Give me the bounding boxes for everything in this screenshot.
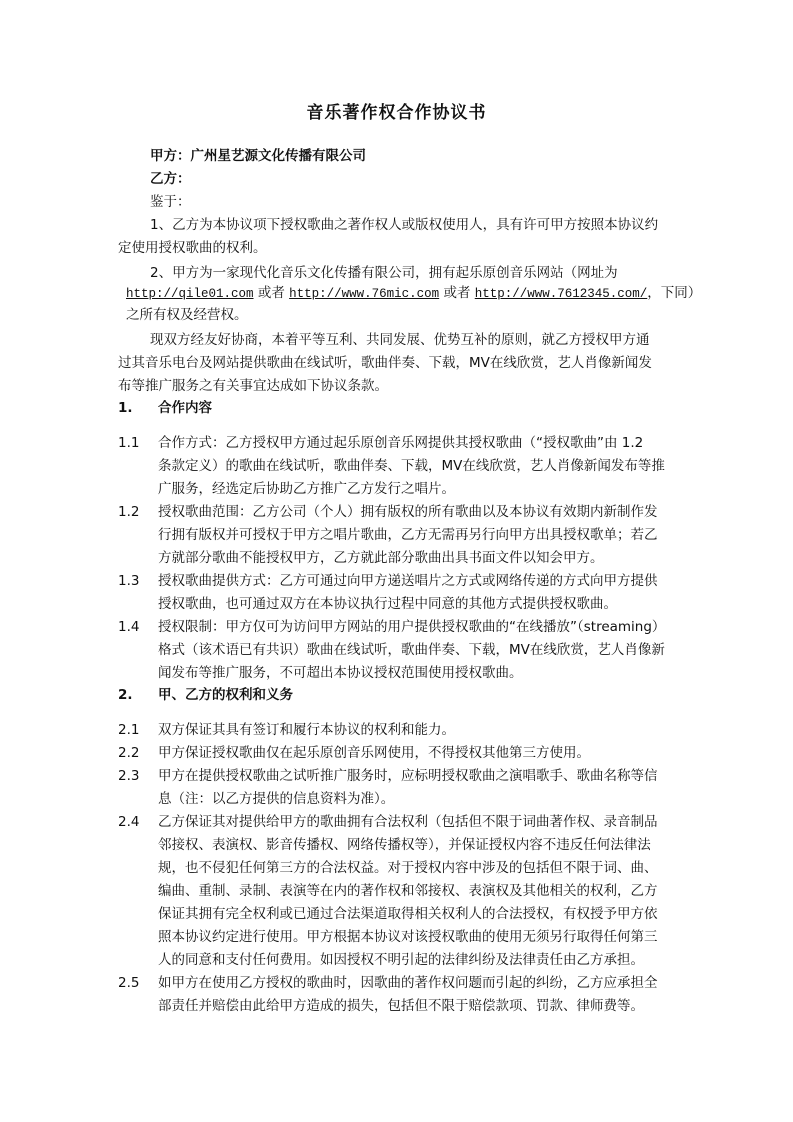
recital-2-line-1: 2、甲方为一家现代化音乐文化传播有限公司，拥有起乐原创音乐网站（网址为 bbox=[150, 265, 618, 281]
clause-1-4-line-1: 授权限制：甲方仅可为访问甲方网站的用户提供授权歌曲的“在线播放”（streaming） bbox=[158, 619, 666, 635]
clause-2-5-line-1: 如甲方在使用乙方授权的歌曲时，因歌曲的著作权问题而引起的纠纷，乙方应承担全 bbox=[158, 975, 658, 991]
clause-number: 2.3 bbox=[118, 768, 140, 784]
clause-1-1-line-1: 合作方式：乙方授权甲方通过起乐原创音乐网提供其授权歌曲（“授权歌曲”由 1.2 bbox=[158, 435, 644, 451]
clause-number: 1.4 bbox=[118, 619, 140, 635]
clause-1-4-line-2: 格式（该术语已有共识）歌曲在线试听，歌曲伴奏、下载，MV在线欣赏，艺人肖像新 bbox=[158, 642, 665, 658]
clause-2-5-line-2: 部责任并赔偿由此给甲方造成的损失，包括但不限于赔偿款项、罚款、律师费等。 bbox=[158, 998, 644, 1014]
clause-2-2-line-1: 甲方保证授权歌曲仅在起乐原创音乐网使用，不得授权其他第三方使用。 bbox=[158, 745, 590, 761]
intro-line-3: 布等推广服务之有关事宜达成如下协议条款。 bbox=[118, 378, 388, 394]
clause-number: 1.1 bbox=[118, 435, 140, 451]
clause-2-4-line-6: 照本协议约定进行使用。甲方根据本协议对该授权歌曲的使用无须另行取得任何第三 bbox=[158, 929, 658, 945]
or-text-1: 或者 bbox=[253, 285, 290, 301]
clause-2-4-line-2: 邻接权、表演权、影音传播权、网络传播权等），并保证授权内容不违反任何法律法 bbox=[158, 837, 651, 853]
clause-1-1-line-2: 条款定义）的歌曲在线试听，歌曲伴奏、下载，MV在线欣赏，艺人肖像新闻发布等推 bbox=[158, 458, 665, 474]
clause-2-3-line-2: 息（注：以乙方提供的信息资料为准）。 bbox=[158, 791, 395, 807]
recital-2-line-2 bbox=[126, 283, 701, 304]
section-2-title: 甲、乙方的权利和义务 bbox=[158, 687, 293, 703]
party-a: 甲方：广州星艺源文化传播有限公司 bbox=[150, 148, 366, 164]
clause-1-4-line-3: 闻发布等推广服务，不可超出本协议授权范围使用授权歌曲。 bbox=[158, 665, 523, 681]
clause-number: 2.2 bbox=[118, 745, 140, 761]
clause-number: 2.1 bbox=[118, 722, 140, 738]
intro-line-2: 过其音乐电台及网站提供歌曲在线试听，歌曲伴奏、下载，MV在线欣赏，艺人肖像新闻发 bbox=[118, 355, 652, 371]
clause-number: 2.5 bbox=[118, 975, 140, 991]
clause-2-4-line-4: 编曲、重制、录制、表演等在内的著作权和邻接权、表演权及其他相关的权利，乙方 bbox=[158, 883, 658, 899]
or-text-2: 或者 bbox=[439, 285, 475, 301]
clause-2-1-line-1: 双方保证其具有签订和履行本协议的权利和能力。 bbox=[158, 722, 455, 738]
website-link-7612345[interactable]: http://www.7612345.com/ bbox=[474, 287, 648, 301]
recital-1-line-2: 定使用授权歌曲的权利。 bbox=[118, 240, 267, 256]
document-title: 音乐著作权合作协议书 bbox=[306, 103, 487, 123]
section-2-number: 2. bbox=[118, 687, 133, 703]
section-1-number: 1. bbox=[118, 400, 133, 416]
clause-2-4-line-1: 乙方保证其对提供给甲方的歌曲拥有合法权利（包括但不限于词曲著作权、录音制品 bbox=[158, 814, 658, 830]
clause-2-4-line-3: 规，也不侵犯任何第三方的合法权益。对于授权内容中涉及的包括但不限于词、曲、 bbox=[158, 860, 658, 876]
section-1-title: 合作内容 bbox=[158, 400, 212, 416]
clause-1-3-line-1: 授权歌曲提供方式：乙方可通过向甲方递送唱片之方式或网络传递的方式向甲方提供 bbox=[158, 573, 658, 589]
clause-1-2-line-3: 方就部分歌曲不能授权甲方，乙方就此部分歌曲出具书面文件以知会甲方。 bbox=[158, 550, 604, 566]
clause-1-2-line-1: 授权歌曲范围：乙方公司（个人）拥有版权的所有歌曲以及本协议有效期内新制作发 bbox=[158, 504, 658, 520]
clause-2-4-line-5: 保证其拥有完全权利或已通过合法渠道取得相关权利人的合法授权，有权授予甲方依 bbox=[158, 906, 658, 922]
intro-line-1: 现双方经友好协商，本着平等互利、共同发展、优势互补的原则，就乙方授权甲方通 bbox=[150, 332, 650, 348]
clause-number: 1.3 bbox=[118, 573, 140, 589]
clause-2-3-line-1: 甲方在提供授权歌曲之试听推广服务时，应标明授权歌曲之演唱歌手、歌曲名称等信 bbox=[158, 768, 658, 784]
recital-2-line-3: 之所有权及经营权。 bbox=[126, 307, 248, 323]
clause-1-3-line-2: 授权歌曲，也可通过双方在本协议执行过程中同意的其他方式提供授权歌曲。 bbox=[158, 596, 617, 612]
clause-number: 2.4 bbox=[118, 814, 140, 830]
website-link-76mic[interactable]: http://www.76mic.com bbox=[289, 287, 440, 301]
recital-2-tail: ，下同） bbox=[647, 285, 702, 301]
clause-number: 1.2 bbox=[118, 504, 140, 520]
website-link-qile01[interactable]: http://qile01.com bbox=[126, 287, 254, 301]
whereas-label: 鉴于： bbox=[150, 194, 191, 210]
recital-1-line-1: 1、乙方为本协议项下授权歌曲之著作权人或版权使用人，具有许可甲方按照本协议约 bbox=[150, 217, 659, 233]
clause-1-1-line-3: 广服务，经选定后协助乙方推广乙方发行之唱片。 bbox=[158, 481, 455, 497]
clause-1-2-line-2: 行拥有版权并可授权于甲方之唱片歌曲，乙方无需再另行向甲方出具授权歌单；若乙 bbox=[158, 527, 658, 543]
party-b: 乙方： bbox=[150, 171, 191, 187]
clause-2-4-line-7: 人的同意和支付任何费用。如因授权不明引起的法律纠纷及法律责任由乙方承担。 bbox=[158, 952, 644, 968]
